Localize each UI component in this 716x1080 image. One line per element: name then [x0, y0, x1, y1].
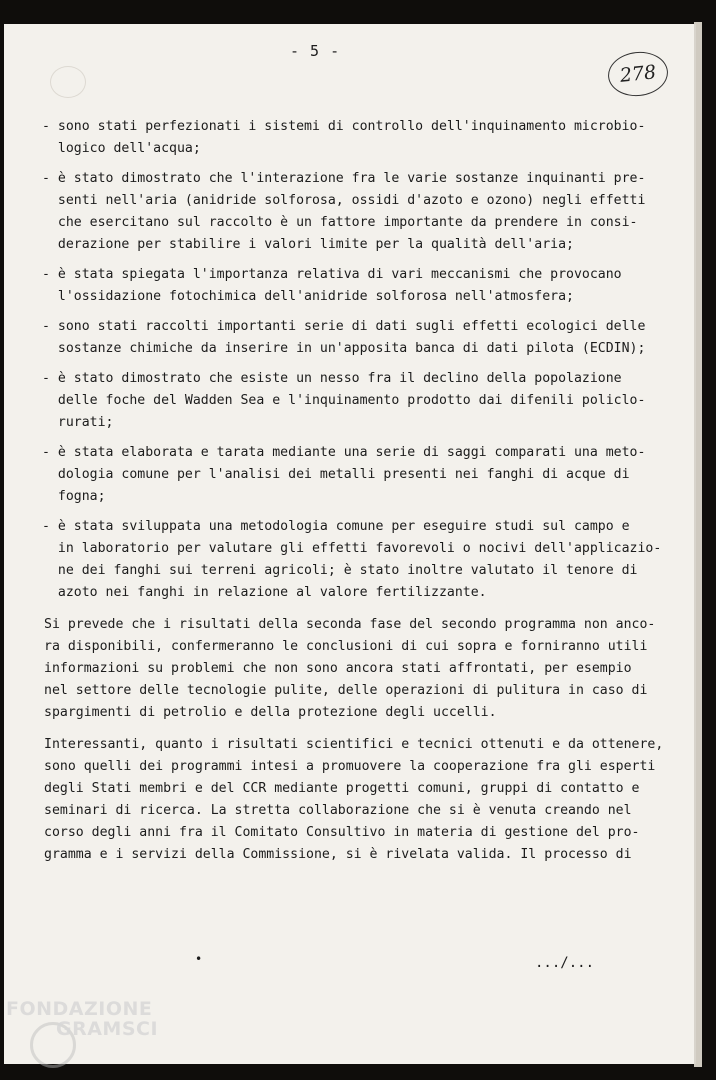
text-line: delle foche del Wadden Sea e l'inquinamento prodotto dai difenili policlo- — [42, 393, 646, 408]
text-line: - sono stati perfezionati i sistemi di controllo dell'inquinamento microbio- — [42, 119, 646, 134]
text-line: ne dei fanghi sui terreni agricoli; è stato inoltre valutato il tenore di — [42, 563, 638, 578]
text-line: degli Stati membri e del CCR mediante progetti comuni, gruppi di contatto e — [44, 781, 640, 796]
text-line: seminari di ricerca. La stretta collaborazione che si è venuta creando nel — [44, 803, 632, 818]
text-line: corso degli anni fra il Comitato Consultivo in materia di gestione del pro- — [44, 825, 640, 840]
page-number: - 5 - — [290, 42, 341, 60]
text-line: Si prevede che i risultati della seconda fase del secondo programma non anco- — [44, 617, 656, 632]
text-line: rurati; — [42, 415, 114, 430]
text-line: - sono stati raccolti importanti serie di dati sugli effetti ecologici delle — [42, 319, 646, 334]
text-line: spargimenti di petrolio e della protezione degli uccelli. — [44, 705, 497, 720]
text-line: che esercitano sul raccolto è un fattore importante da prendere in consi- — [42, 215, 638, 230]
text-line: sono quelli dei programmi intesi a promuovere la cooperazione fra gli esperti — [44, 759, 656, 774]
continuation-mark: .../... — [535, 955, 595, 971]
text-line: logico dell'acqua; — [42, 141, 201, 156]
text-line: derazione per stabilire i valori limite per la qualità dell'aria; — [42, 237, 574, 252]
watermark — [6, 1000, 158, 1040]
text-line: nel settore delle tecnologie pulite, delle operazioni di pulitura in caso di — [44, 683, 648, 698]
page-edge — [694, 22, 702, 1067]
text-line: azoto nei fanghi in relazione al valore fertilizzante. — [42, 585, 487, 600]
text-line: ra disponibili, confermeranno le conclusioni di cui sopra e forniranno utili — [44, 639, 648, 654]
text-line: - è stata elaborata e tarata mediante una serie di saggi comparati una meto- — [42, 445, 646, 460]
text-line: - è stato dimostrato che esiste un nesso fra il declino della popolazione — [42, 371, 622, 386]
text-line: - è stata sviluppata una metodologia comune per eseguire studi sul campo e — [42, 519, 630, 534]
watermark-line-1: FONDAZIONE — [6, 998, 153, 1020]
text-line: dologia comune per l'analisi dei metalli presenti nei fanghi di acque di — [42, 467, 630, 482]
text-line: Interessanti, quanto i risultati scientifici e tecnici ottenuti e da ottenere, — [44, 737, 664, 752]
text-line: informazioni su problemi che non sono ancora stati affrontati, per esempio — [44, 661, 632, 676]
watermark-line-2: GRAMSCI — [56, 1017, 159, 1040]
ink-dot: • — [195, 952, 203, 966]
archive-number: 278 — [618, 61, 658, 87]
text-line: in laboratorio per valutare gli effetti favorevoli o nocivi dell'applicazio- — [42, 541, 662, 556]
text-line: - è stato dimostrato che l'interazione fra le varie sostanze inquinanti pre- — [42, 171, 646, 186]
text-line: fogna; — [42, 489, 106, 504]
text-line: gramma e i servizi della Commissione, si è rivelata valida. Il processo di — [44, 847, 632, 862]
text-line: l'ossidazione fotochimica dell'anidride solforosa nell'atmosfera; — [42, 289, 574, 304]
text-line: sostanze chimiche da inserire in un'apposita banca di dati pilota (ECDIN); — [42, 341, 646, 356]
text-line: - è stata spiegata l'importanza relativa di vari meccanismi che provocano — [42, 267, 622, 282]
text-line: senti nell'aria (anidride solforosa, ossidi d'azoto e ozono) negli effetti — [42, 193, 646, 208]
faded-stamp — [50, 66, 86, 98]
